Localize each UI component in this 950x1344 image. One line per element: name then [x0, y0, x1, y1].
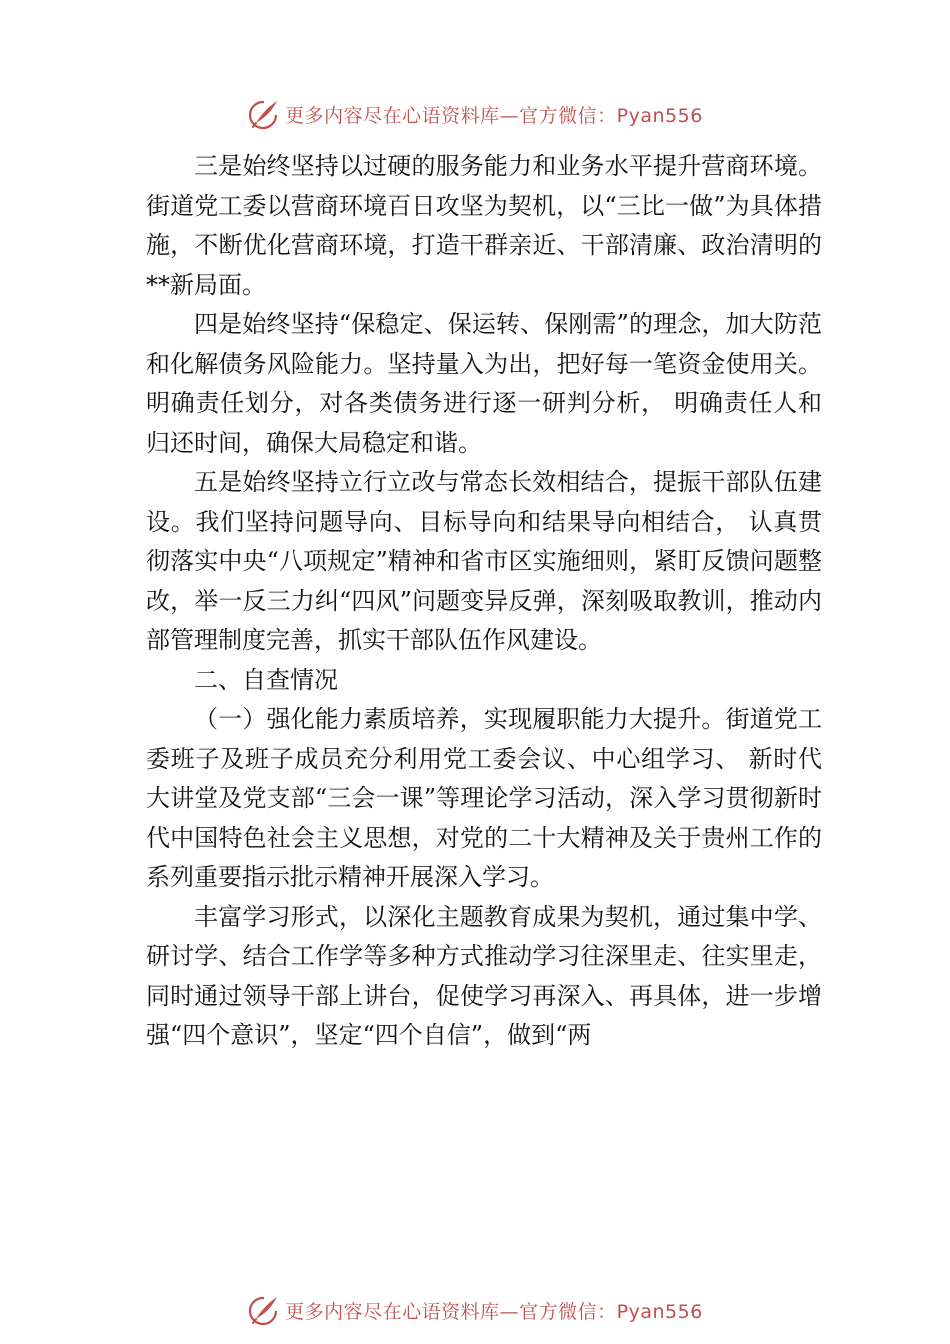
- paragraph-self-check-2: 丰富学习形式，以深化主题教育成果为契机，通过集中学、研讨学、结合工作学等多种方式推动学习往深里走、往实里走，同时通过领导干部上讲台，促使学习再深入、再具体，进一步增强“四个意识”，坚定“四个自信”，做到“两: [146, 902, 822, 1049]
- footer-watermark: [0, 1290, 950, 1330]
- paragraph-4: 四是始终坚持“保稳定、保运转、保刚需”的理念，加大防范和化解债务风险能力。坚持量入为出，把好每一笔资金使用关。明确责任划分，对各类债务进行逐一研判分析， 明确责任人和归还时间，确保大局稳定和谐。: [146, 310, 822, 457]
- quill-pen-logo-icon: [247, 97, 281, 131]
- paragraph-3: 三是始终坚持以过硬的服务能力和业务水平提升营商环境。街道党工委以营商环境百日攻坚为契机，以“三比一做”为具体措施，不断优化营商环境，打造干群亲近、干部清廉、政治清明的**新局面。: [146, 152, 822, 299]
- watermark-text: 更多内容尽在心语资料库—官方微信：Pyan556: [285, 104, 703, 127]
- quill-pen-logo-icon: [247, 1293, 281, 1327]
- header-watermark: [0, 94, 950, 134]
- paragraph-self-check-1: （一）强化能力素质培养，实现履职能力大提升。街道党工委班子及班子成员充分利用党工委会议、中心组学习、 新时代大讲堂及党支部“三会一课”等理论学习活动，深入学习贯彻新时代中国特色社会主义思想，对党的二十大精神及关于贵州工作的系列重要指示批示精神开展深入学习。: [146, 705, 822, 891]
- section-heading-self-check: 二、自查情况: [194, 665, 338, 694]
- document-body: [146, 147, 822, 1056]
- paragraph-5: 五是始终坚持立行立改与常态长效相结合，提振干部队伍建设。我们坚持问题导向、目标导向和结果导向相结合， 认真贯彻落实中央“八项规定”精神和省市区实施细则，紧盯反馈问题整改，举一反三力纠“四风”问题变异反弹，深刻吸取教训，推动内部管理制度完善，抓实干部队伍作风建设。: [146, 468, 822, 654]
- watermark-text: 更多内容尽在心语资料库—官方微信：Pyan556: [285, 1300, 703, 1323]
